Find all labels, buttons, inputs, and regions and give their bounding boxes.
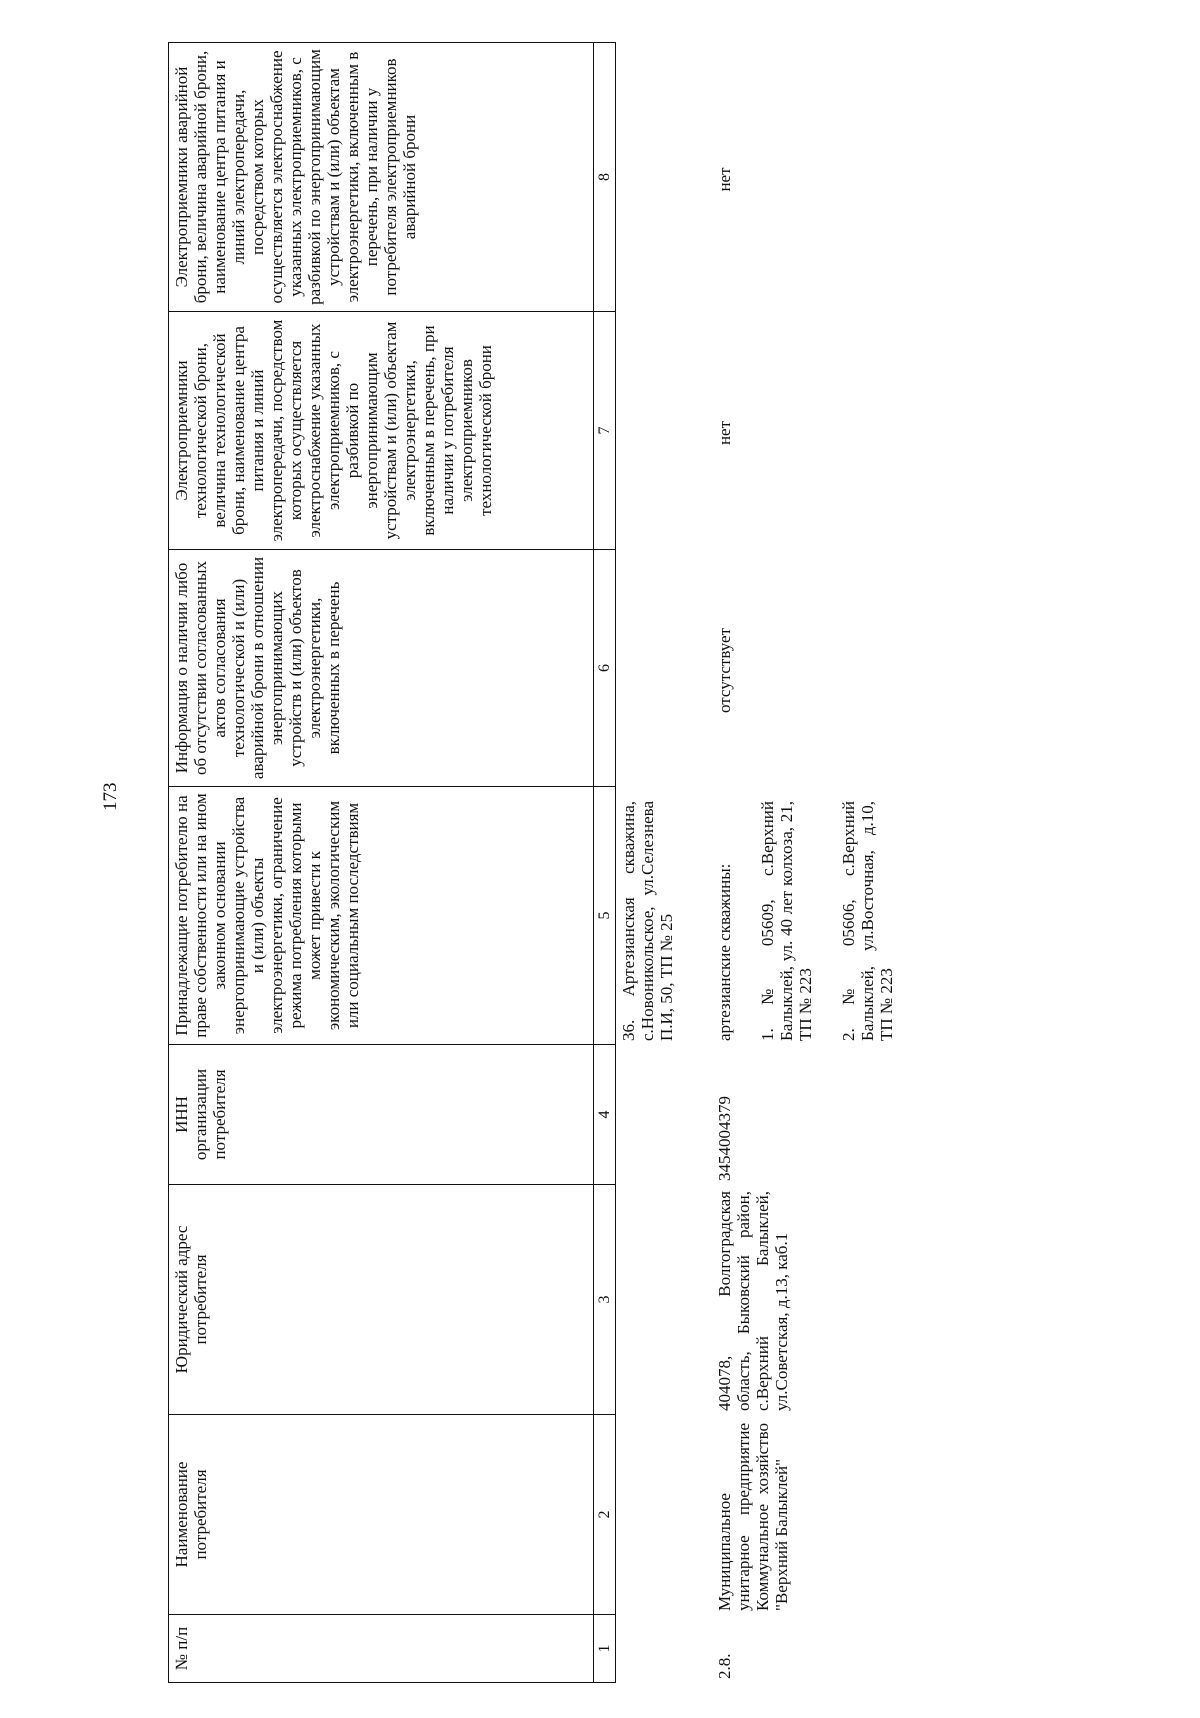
acts-value: отсутствует <box>715 627 734 714</box>
column-number: 4 <box>594 1045 616 1185</box>
inn-value: 3454004379 <box>715 1096 734 1181</box>
column-number: 3 <box>594 1185 616 1415</box>
header-emergency-reserve: Электроприемники аварийной брони, величина аварийной брони, наименование центра питания и линий электропередачи, посредством которых осуществляется электроснабжение указанных электроприемников, с разбивкой по энергопринимающим устройствам и (или) объектам электроэнергетики, включенным в перечень, при наличии у потребителя электроприемников аварийной брони <box>169 43 594 312</box>
column-number: 2 <box>594 1415 616 1615</box>
header-technological-reserve: Электроприемники технологической брони, величина технологической брони, наименование центра питания и линий электропередачи, посредством которых осуществляется электроснабжение указанных электроприемников, с разбивкой по энергопринимающим устройствам и (или) объектам электроэнергетики, включенным в перечень, при наличии у потребителя электроприемников технологической брони <box>169 312 594 550</box>
devices-cell <box>715 801 920 1041</box>
header-acts-info: Информация о наличии либо об отсутствии согласованных актов согласования технологической и (или) аварийной брони в отношении энергопринимающих устройств и (или) объектов электроэнергетики, включенных в перечень <box>169 550 594 787</box>
device-item: 1. № 05609, с.Верхний Балыклей, ул. 40 лет колхоза, 21, ТП № 223 <box>758 801 815 1041</box>
technological-reserve-value: нет <box>715 420 734 446</box>
header-row <box>169 43 594 1683</box>
header-legal-address: Юридический адрес потребителя <box>169 1185 594 1415</box>
header-number: № п/п <box>169 1615 594 1683</box>
consumer-name: Муниципальное унитарное предприятие Коммунальное хозяйство "Верхний Балыклей" <box>715 1423 791 1611</box>
device-item: 2. № 05606, с.Верхний Балыклей, ул.Восточная, д.10, ТП № 223 <box>839 801 896 1041</box>
rotated-table-sheet <box>168 43 1200 1683</box>
consumer-table <box>168 42 616 1683</box>
devices-title: артезианские скважины: <box>715 863 734 1041</box>
table-body <box>615 43 1200 1683</box>
row-number: 2.8. <box>715 1653 734 1679</box>
column-number: 7 <box>594 312 616 550</box>
column-number: 6 <box>594 550 616 787</box>
column-number: 5 <box>594 787 616 1045</box>
legal-address: 404078, Волгоградская область, Быковский район, с.Верхний Балыклей, ул.Советская, д.13, каб.1 <box>715 1191 791 1411</box>
header-devices: Принадлежащие потребителю на праве собственности или на ином законном основании энергопринимающие устройства и (или) объекты электроэнергетики, ограничение режима потребления которыми может привести к экономическим, экологическим или социальным последствиям <box>169 787 594 1045</box>
page-number: 173 <box>100 782 121 811</box>
column-number-row <box>594 43 616 1683</box>
continuation-object: 36. Артезианская скважина, с.Новоникольское, ул.Селезнева П.И, 50, ТП № 25 <box>619 801 676 1041</box>
emergency-reserve-value: нет <box>715 167 734 192</box>
column-number: 1 <box>594 1615 616 1683</box>
header-consumer-name: Наименование потребителя <box>169 1415 594 1615</box>
header-inn: ИНН организации потребителя <box>169 1045 594 1185</box>
column-number: 8 <box>594 43 616 312</box>
